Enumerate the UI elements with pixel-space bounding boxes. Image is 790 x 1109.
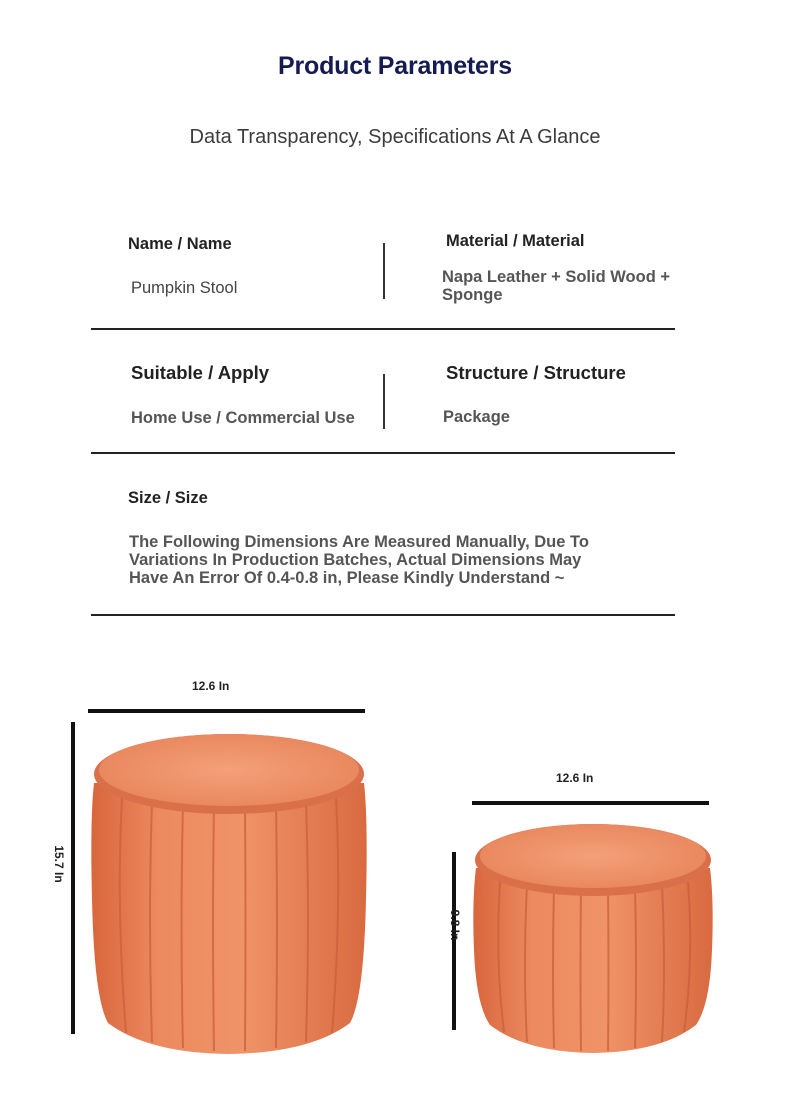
small-width-label: 12.6 In — [556, 771, 594, 785]
suitable-label: Suitable / Apply — [131, 362, 270, 383]
size-label: Size / Size — [128, 489, 208, 507]
column-divider — [383, 374, 385, 429]
large-width-bar — [88, 709, 365, 713]
size-note: The Following Dimensions Are Measured Manually, Due To Variations In Production Batches, Actual Dimensions May Have An Error Of 0.4-0.8 in, Please Kindly Understand ~ — [129, 533, 589, 587]
name-value: Pumpkin Stool — [131, 279, 238, 297]
material-value: Napa Leather + Solid Wood + Sponge — [442, 268, 670, 304]
name-label: Name / Name — [128, 235, 232, 253]
suitable-value: Home Use / Commercial Use — [131, 409, 355, 427]
large-stool-image — [88, 728, 370, 1058]
column-divider — [383, 243, 385, 299]
page-title: Product Parameters — [278, 52, 512, 80]
row-divider — [91, 614, 675, 616]
large-width-label: 12.6 In — [192, 679, 230, 693]
page-subtitle: Data Transparency, Specifications At A Glance — [189, 126, 601, 148]
small-height-label: 9.8 In — [448, 909, 462, 941]
small-width-bar — [472, 801, 709, 805]
row-divider — [91, 328, 675, 330]
large-height-bar — [71, 722, 75, 1034]
structure-label: Structure / Structure — [446, 362, 626, 383]
small-stool-image — [470, 820, 716, 1056]
structure-value: Package — [443, 408, 510, 426]
row-divider — [91, 452, 675, 454]
material-label: Material / Material — [446, 232, 585, 250]
large-height-label: 15.7 In — [52, 845, 66, 883]
